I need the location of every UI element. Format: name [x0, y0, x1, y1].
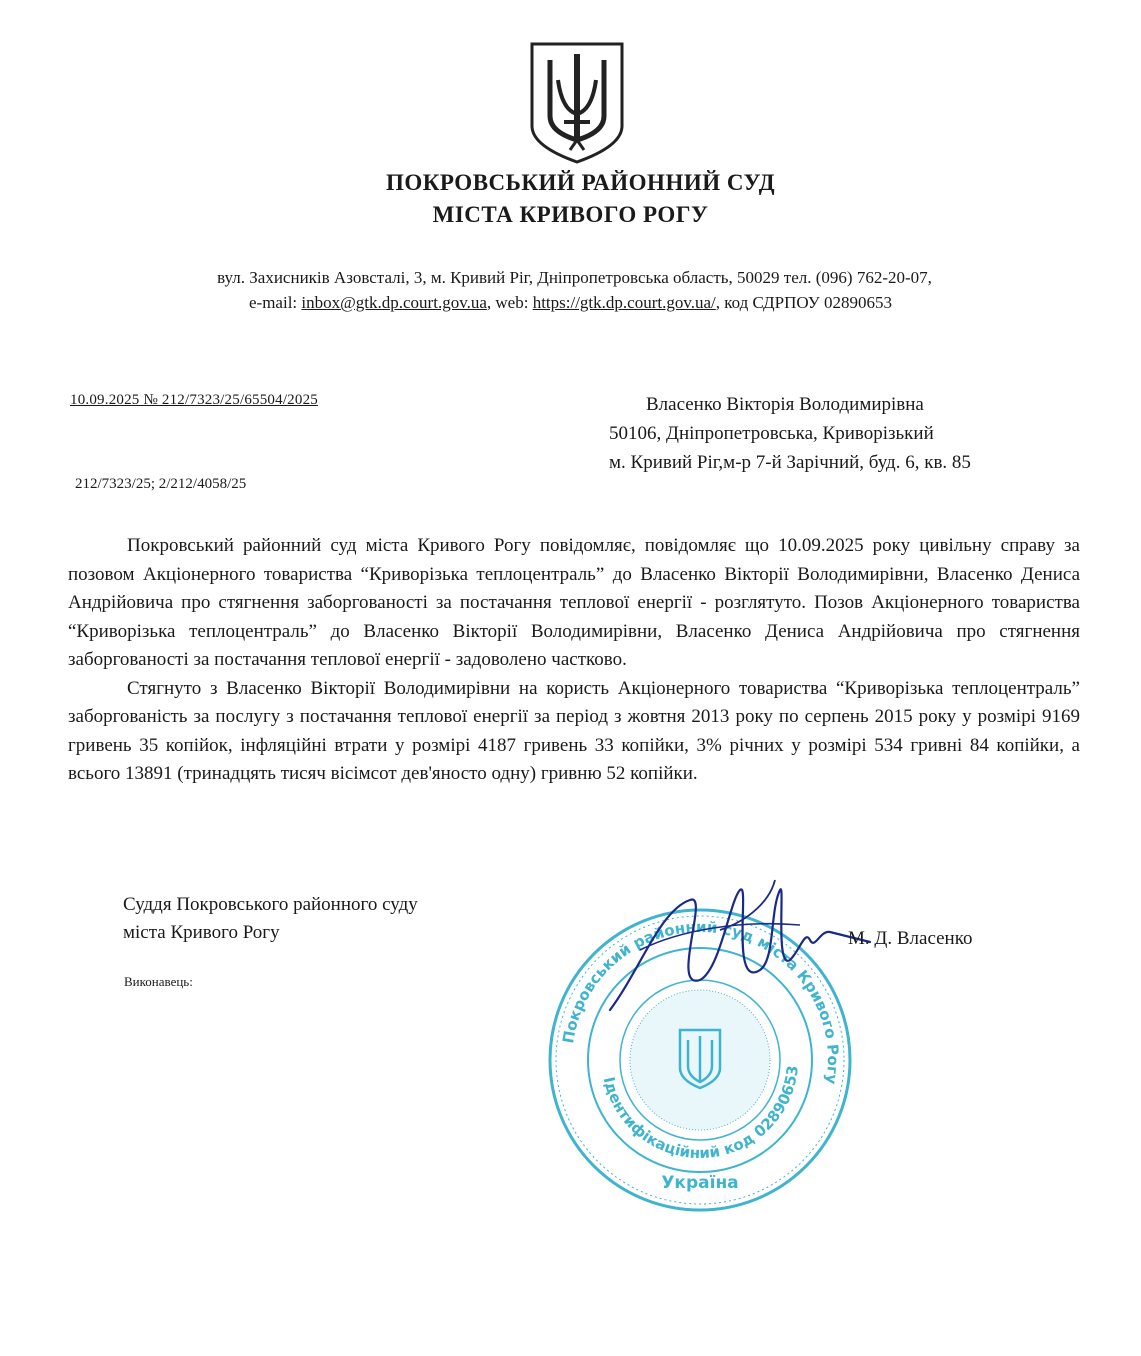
case-numbers: 212/7323/25; 2/212/4058/25 — [75, 476, 247, 492]
judge-title-line1: Суддя Покровського районного суду — [123, 894, 418, 915]
court-address: вул. Захисників Азовсталі, 3, м. Кривий Ріг, Дніпропетровська область, 50029 тел. (096) 762-20-07, — [217, 268, 932, 287]
court-contacts — [0, 293, 1141, 313]
trident-coat-of-arms-icon — [528, 40, 626, 166]
recipient-address-line1: 50106, Дніпропетровська, Криворізький — [609, 423, 934, 444]
recipient-address-line2: м. Кривий Ріг,м-р 7-й Зарічний, буд. 6, кв. 85 — [609, 452, 971, 473]
web-link[interactable]: https://gtk.dp.court.gov.ua/ — [532, 293, 716, 312]
stamp-bottom-text: Україна — [661, 1173, 739, 1193]
email-link[interactable]: inbox@gtk.dp.court.gov.ua — [301, 293, 487, 312]
judge-name: М. Д. Власенко — [848, 928, 973, 949]
stamp-outer-text: Покровський районний суд міста Кривого Рогу — [559, 917, 843, 1086]
judge-title-line2: міста Кривого Рогу — [123, 922, 280, 943]
court-name-line2: МІСТА КРИВОГО РОГУ — [432, 202, 709, 227]
body-paragraph-2: Стягнуто з Власенко Вікторії Володимирівни на користь Акціонерного товариства “Криворізька теплоцентраль” заборгованість за послугу з постачання теплової енергії за період з жовтня 2013 року по серпень 2015 року у розмірі 9169 гривень 35 копійок, інфляційні втрати у розмірі 4187 гривень 33 копійки, 3% річних у розмірі 534 гривні 84 копійки, а всього 13891 (тринадцять тисяч вісімсот дев'яносто одну) гривню 52 копійки. — [68, 677, 1080, 784]
web-label: , web: — [486, 293, 533, 312]
letter-body — [68, 532, 1080, 789]
outgoing-date-number: 10.09.2025 № 212/7323/25/65504/2025 — [70, 392, 318, 408]
body-paragraph-1: Покровський районний суд міста Кривого Рогу повідомляє, повідомляє що 10.09.2025 року цивільну справу за позовом Акціонерного товариства “Криворізька теплоцентраль” до Власенко Вікторії Володимирівни, Власенко Дениса Андрійовича про стягнення заборгованості за постачання теплової енергії - розглятуто. Позов Акціонерного товариства “Криворізька теплоцентраль” до Власенко Вікторії Володимирівни, Власенко Дениса Андрійовича про стягнення заборгованості за постачання теплової енергії - задоволено частково. — [68, 535, 1080, 670]
stamp-inner-text: Ідентифікаційний код 02890653 — [599, 1064, 802, 1163]
court-name-line1: ПОКРОВСЬКИЙ РАЙОННИЙ СУД — [385, 170, 776, 195]
handwritten-signature-icon — [600, 870, 880, 1020]
email-label: e-mail: — [249, 293, 302, 312]
edrpou-code: , код СДРПОУ 02890653 — [715, 293, 892, 312]
recipient-name: Власенко Вікторія Володимирівна — [646, 394, 924, 415]
executor-label: Виконавець: — [124, 974, 193, 989]
